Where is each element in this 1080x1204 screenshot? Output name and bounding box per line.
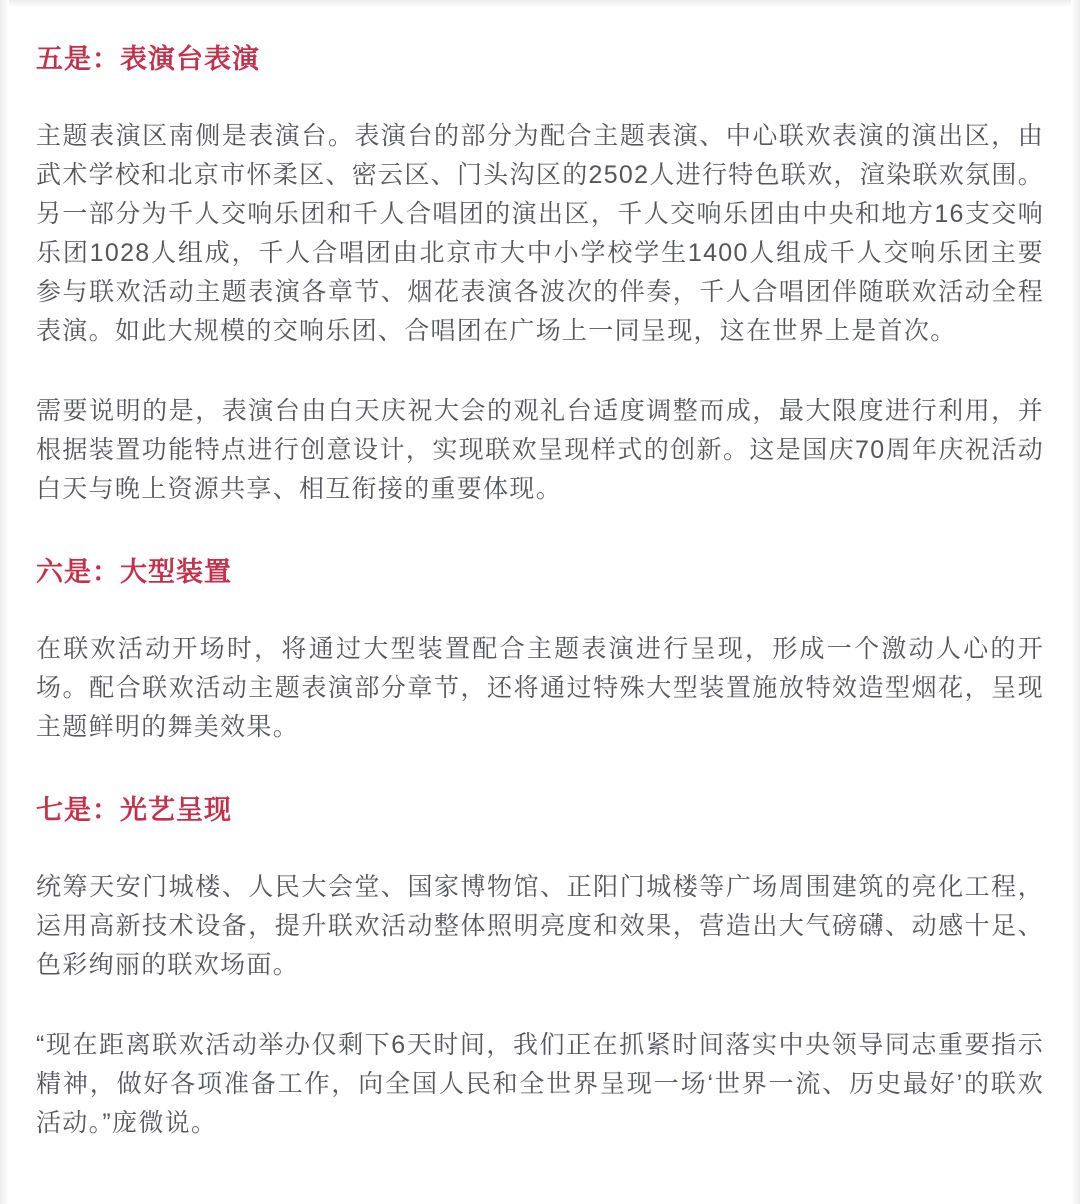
article-paragraph: 在联欢活动开场时，将通过大型装置配合主题表演进行呈现，形成一个激动人心的开场。配合联欢活动主题表演部分章节，还将通过特殊大型装置施放特效造型烟花，呈现主题鲜明的舞美效果。	[36, 635, 1044, 741]
article-paragraph: 需要说明的是，表演台由白天庆祝大会的观礼台适度调整而成，最大限度进行利用，并根据装置功能特点进行创意设计，实现联欢呈现样式的创新。这是国庆70周年庆祝活动白天与晚上资源共享、相互衔接的重要体现。	[36, 397, 1044, 503]
article-paragraph-quote: “现在距离联欢活动举办仅剩下6天时间，我们正在抓紧时间落实中央领导同志重要指示精神，做好各项准备工作，向全国人民和全世界呈现一场‘世界一流、历史最好’的联欢活动。”庞微说。	[36, 1031, 1044, 1137]
article-paragraph: 统筹天安门城楼、人民大会堂、国家博物馆、正阳门城楼等广场周围建筑的亮化工程，运用高新技术设备，提升联欢活动整体照明亮度和效果，营造出大气磅礴、动感十足、色彩绚丽的联欢场面。	[36, 873, 1044, 979]
section-heading-5-performance-stage: 五是：表演台表演	[36, 44, 260, 74]
section-heading-6-large-installations: 六是：大型装置	[36, 557, 232, 587]
section-heading-7-light-art: 七是：光艺呈现	[36, 795, 232, 825]
article-paragraph: 主题表演区南侧是表演台。表演台的部分为配合主题表演、中心联欢表演的演出区，由武术学校和北京市怀柔区、密云区、门头沟区的2502人进行特色联欢，渲染联欢氛围。另一部分为千人交响乐团和千人合唱团的演出区，千人交响乐团由中央和地方16支交响乐团1028人组成，千人合唱团由北京市大中小学校学生1400人组成千人交响乐团主要参与联欢活动主题表演各章节、烟花表演各波次的伴奏，千人合唱团伴随联欢活动全程表演。如此大规模的交响乐团、合唱团在广场上一同呈现，这在世界上是首次。	[36, 122, 1044, 345]
